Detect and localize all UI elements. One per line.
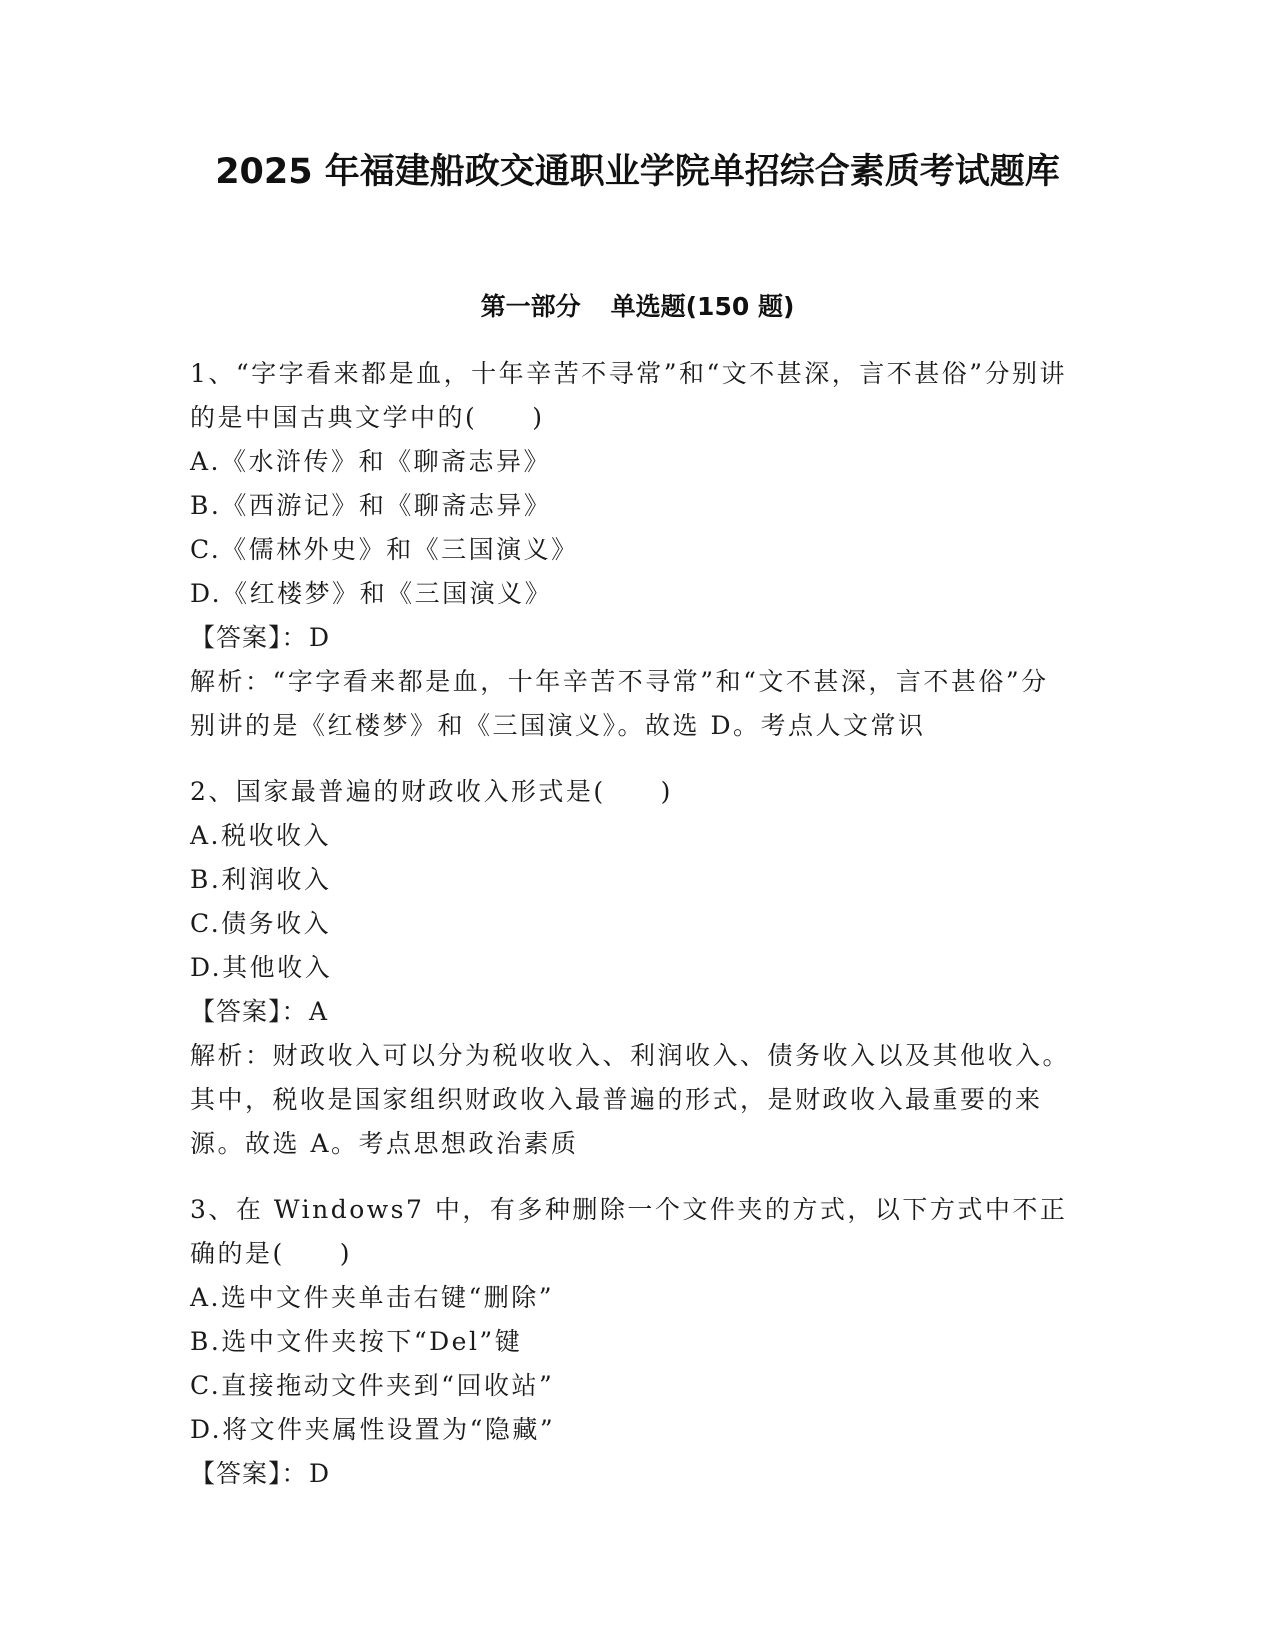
question-list	[190, 352, 1070, 1518]
option-b: B.利润收入	[190, 865, 332, 894]
document-title: 2025 年福建船政交通职业学院单招综合素质考试题库	[215, 152, 1060, 192]
explanation: 解析：财政收入可以分为税收收入、利润收入、债务收入以及其他收入。其中，税收是国家组织财政收入最普遍的形式，是财政收入最重要的来源。故选 A。考点思想政治素质	[190, 1041, 1071, 1158]
option-d: D.《红楼梦》和《三国演义》	[190, 579, 553, 608]
question-stem: 3、在 Windows7 中，有多种删除一个文件夹的方式，以下方式中不正确的是( )	[190, 1195, 1068, 1268]
option-c: C.债务收入	[190, 909, 332, 938]
answer-value: ：D	[281, 623, 332, 652]
explanation: 解析：“字字看来都是血，十年辛苦不寻常”和“文不甚深，言不甚俗”分别讲的是《红楼梦》和《三国演义》。故选 D。考点人文常识	[190, 667, 1049, 740]
answer-line	[190, 1452, 1070, 1496]
answer-label: 【答案】	[190, 1459, 282, 1488]
answer-line	[190, 990, 1070, 1034]
question-stem: 1、“字字看来都是血，十年辛苦不寻常”和“文不甚深，言不甚俗”分别讲的是中国古典文学中的( )	[190, 359, 1068, 432]
question-item-2	[190, 770, 1070, 1166]
section-name-label: 单选题(150 题)	[610, 292, 795, 321]
option-b: B.选中文件夹按下“Del”键	[190, 1327, 523, 1356]
section-part-label: 第一部分	[480, 292, 581, 321]
option-b: B.《西游记》和《聊斋志异》	[190, 491, 552, 520]
answer-line	[190, 616, 1070, 660]
question-stem: 2、国家最普遍的财政收入形式是( )	[190, 777, 673, 806]
answer-label: 【答案】	[190, 623, 282, 652]
option-c: C.《儒林外史》和《三国演义》	[190, 535, 579, 564]
option-d: D.将文件夹属性设置为“隐藏”	[190, 1415, 556, 1444]
section-heading	[0, 289, 1275, 325]
option-a: A.税收收入	[190, 821, 332, 850]
option-a: A.《水浒传》和《聊斋志异》	[190, 447, 552, 476]
answer-label: 【答案】	[190, 997, 282, 1026]
option-c: C.直接拖动文件夹到“回收站”	[190, 1371, 555, 1400]
option-d: D.其他收入	[190, 953, 333, 982]
answer-value: ：D	[281, 1459, 332, 1488]
answer-value: ：A	[281, 997, 330, 1026]
option-a: A.选中文件夹单击右键“删除”	[190, 1283, 555, 1312]
question-item-3	[190, 1188, 1070, 1496]
question-item-1	[190, 352, 1070, 748]
